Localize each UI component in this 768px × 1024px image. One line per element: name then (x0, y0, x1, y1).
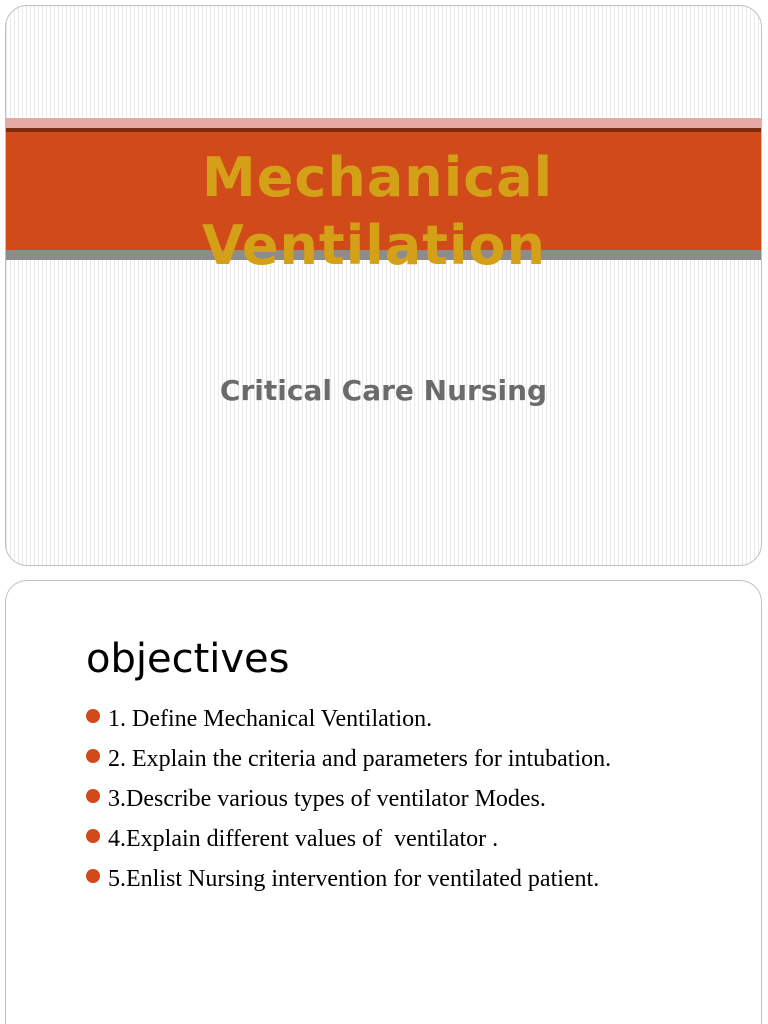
list-item (86, 779, 611, 819)
list-item (86, 819, 611, 859)
title-band-top-stripe (6, 118, 761, 128)
bullet-dot-icon (86, 749, 100, 763)
list-item (86, 739, 611, 779)
slide-subtitle: Critical Care Nursing (219, 374, 548, 407)
slide-title: Mechanical Ventilation (202, 146, 554, 277)
list-item-text: 2. Explain the criteria and parameters for intubation. (108, 746, 612, 772)
bullet-dot-icon (86, 709, 100, 723)
bullet-dot-icon (86, 789, 100, 803)
objectives-slide (5, 580, 762, 1024)
list-item (86, 859, 611, 899)
list-item-text: 1. Define Mechanical Ventilation. (108, 706, 433, 732)
list-item-text: 3.Describe various types of ventilator Modes. (108, 786, 546, 812)
title-slide (5, 5, 762, 566)
list-item-text: 5.Enlist Nursing intervention for ventilated patient. (108, 866, 600, 892)
list-item (86, 699, 611, 739)
bullet-dot-icon (86, 829, 100, 843)
objectives-heading: objectives (86, 636, 290, 682)
list-item-text: 4.Explain different values of ventilator . (108, 826, 499, 852)
objectives-list (86, 699, 611, 899)
bullet-dot-icon (86, 869, 100, 883)
